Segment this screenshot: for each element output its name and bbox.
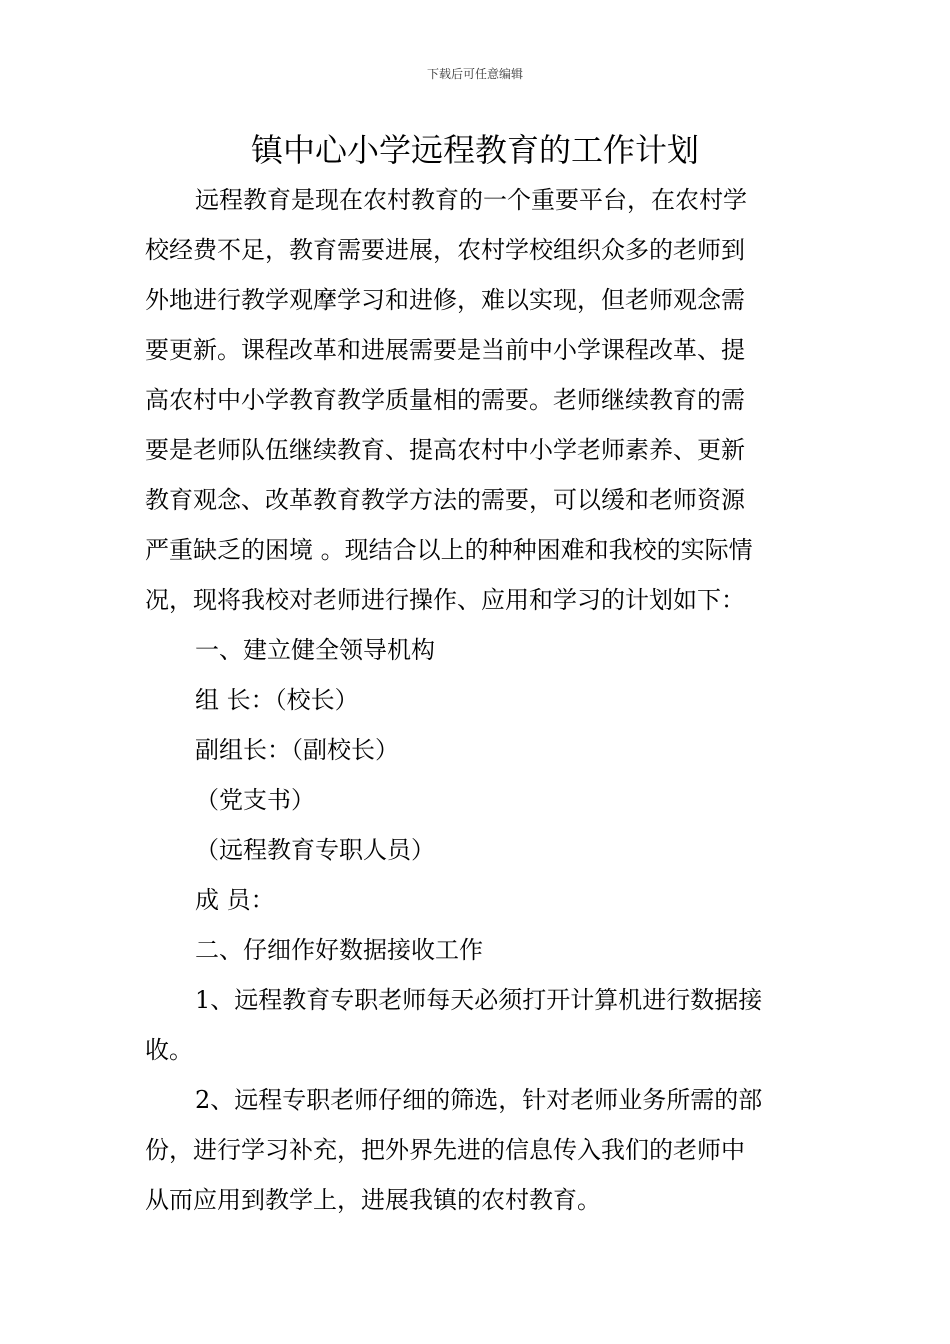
intro-line: 况，现将我校对老师进行操作、应用和学习的计划如下： <box>145 586 745 614</box>
intro-line: 外地进行教学观摩学习和进修，难以实现，但老师观念需 <box>145 286 745 314</box>
intro-line: 要更新。课程改革和进展需要是当前中小学课程改革、提 <box>145 336 745 364</box>
item-line: 2、远程专职老师仔细的筛选，针对老师业务所需的部 <box>195 1086 763 1114</box>
members-line: 成 员： <box>195 886 275 914</box>
intro-line: 教育观念、改革教育教学方法的需要，可以缓和老师资源 <box>145 486 745 514</box>
intro-line: 高农村中小学教育教学质量相的需要。老师继续教育的需 <box>145 386 745 414</box>
section-heading: 二、仔细作好数据接收工作 <box>195 936 483 964</box>
document-title: 镇中心小学远程教育的工作计划 <box>250 131 699 169</box>
item-line: 份，进行学习补充，把外界先进的信息传入我们的老师中 <box>145 1136 745 1164</box>
leader-line: 组 长：（校长） <box>195 686 359 714</box>
item-line: 1、远程教育专职老师每天必须打开计算机进行数据接 <box>195 986 763 1014</box>
party-secretary-line: （党支书） <box>195 786 315 814</box>
deputy-line: 副组长：（副校长） <box>195 736 399 764</box>
intro-line: 远程教育是现在农村教育的一个重要平台，在农村学 <box>195 186 747 214</box>
intro-line: 严重缺乏的困境 。现结合以上的种种困难和我校的实际情 <box>145 536 753 564</box>
remote-staff-line: （远程教育专职人员） <box>195 836 435 864</box>
item-line: 收。 <box>145 1036 193 1064</box>
intro-line: 要是老师队伍继续教育、提高农村中小学老师素养、更新 <box>145 436 745 464</box>
section-heading: 一、建立健全领导机构 <box>195 636 435 664</box>
intro-line: 校经费不足，教育需要进展，农村学校组织众多的老师到 <box>145 236 745 264</box>
document-body <box>145 175 807 1225</box>
item-line: 从而应用到教学上，进展我镇的农村教育。 <box>145 1186 601 1214</box>
header-note: 下载后可任意编辑 <box>426 67 523 81</box>
